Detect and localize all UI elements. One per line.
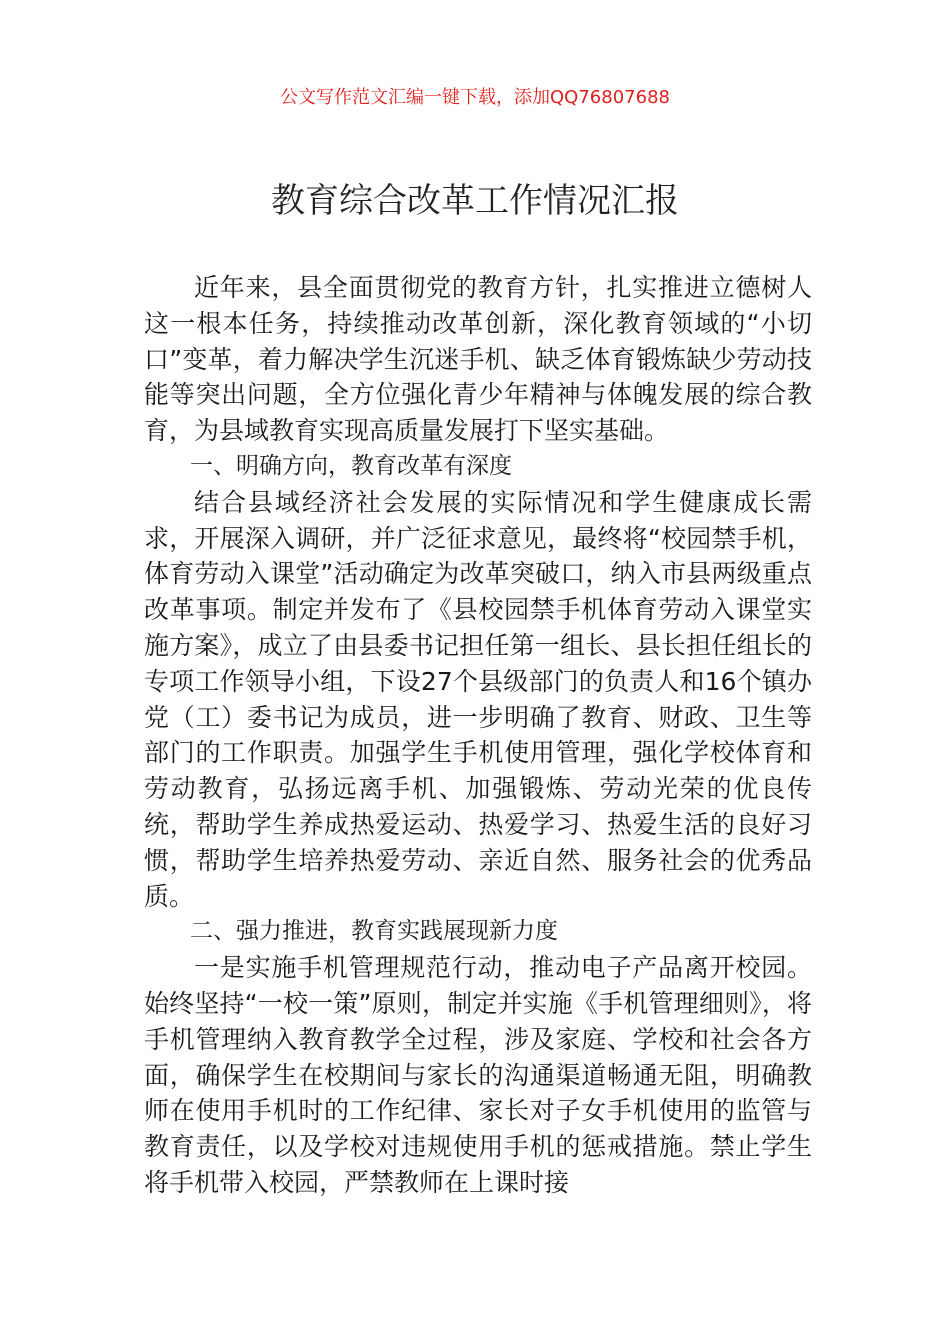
intro-paragraph: 近年来，县全面贯彻党的教育方针，扎实推进立德树人这一根本任务，持续推动改革创新，深化教育领域的“小切口”变革，着力解决学生沉迷手机、缺乏体育锻炼缺少劳动技能等突出问题，全方位强化青少年精神与体魄发展的综合教育，为县域教育实现高质量发展打下坚实基础。 [144,273,812,446]
document-body [144,270,812,1201]
section-heading-1: 一、明确方向，教育改革有深度 [190,452,512,479]
document-title: 教育综合改革工作情况汇报 [271,181,679,221]
section-2-paragraph: 一是实施手机管理规范行动，推动电子产品离开校园。始终坚持“一校一策”原则，制定并实施《手机管理细则》，将手机管理纳入教育教学全过程，涉及家庭、学校和社会各方面，确保学生在校期间与家长的沟通渠道畅通无阻，明确教师在使用手机时的工作纪律、家长对子女手机使用的监管与教育责任，以及学校对违规使用手机的惩戒措施。禁止学生将手机带入校园，严禁教师在上课时接 [144,953,812,1197]
section-heading-2: 二、强力推进，教育实践展现新力度 [190,918,558,945]
download-notice: 公文写作范文汇编一键下载，添加QQ76807688 [280,87,670,108]
section-1-paragraph: 结合县域经济社会发展的实际情况和学生健康成长需求，开展深入调研，并广泛征求意见，最终将“校园禁手机，体育劳动入课堂”活动确定为改革突破口，纳入市县两级重点改革事项。制定并发布了《县校园禁手机体育劳动入课堂实施方案》，成立了由县委书记担任第一组长、县长担任组长的专项工作领导小组，下设27个县级部门的负责人和16个镇办党（工）委书记为成员，进一步明确了教育、财政、卫生等部门的工作职责。加强学生手机使用管理，强化学校体育和劳动教育，弘扬远离手机、加强锻炼、劳动光荣的优良传统，帮助学生养成热爱运动、热爱学习、热爱生活的良好习惯，帮助学生培养热爱劳动、亲近自然、服务社会的优秀品质。 [144,487,812,911]
